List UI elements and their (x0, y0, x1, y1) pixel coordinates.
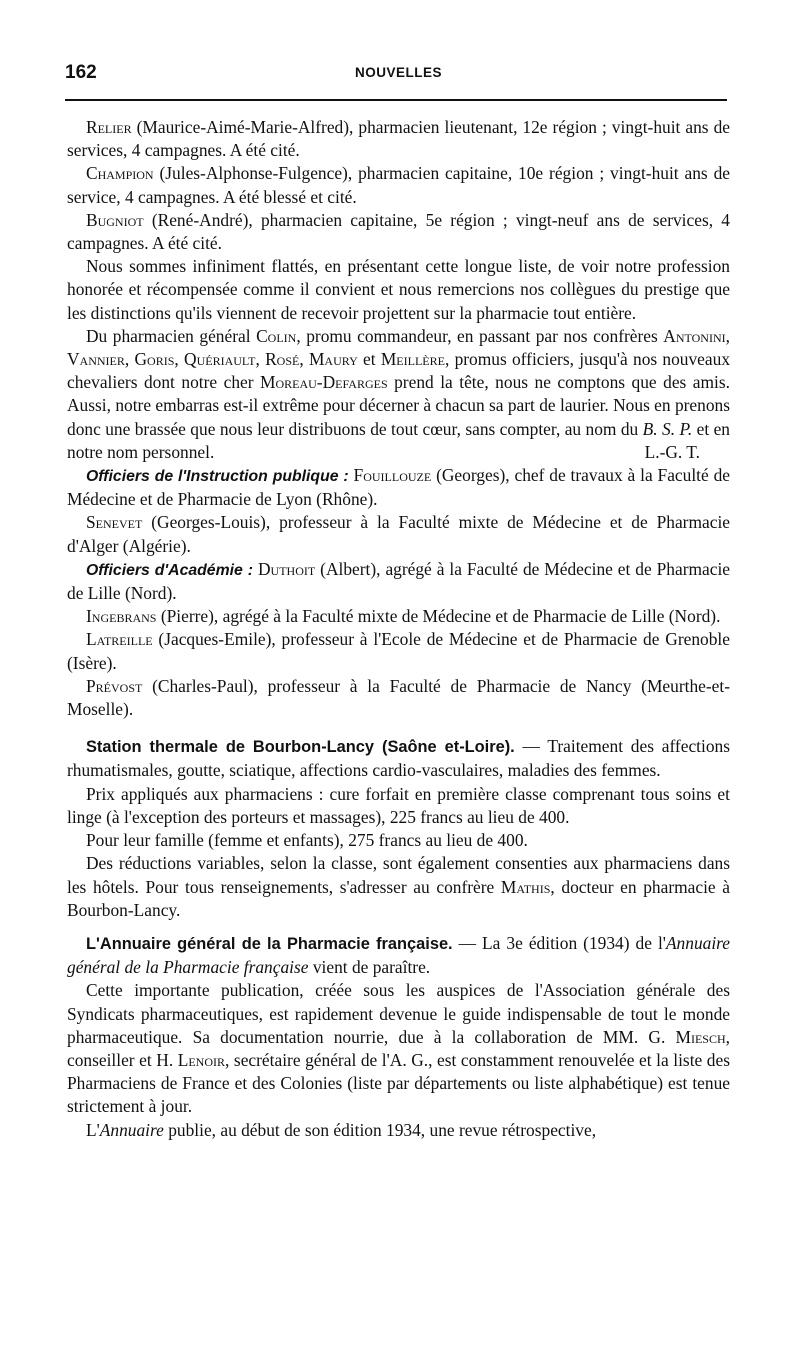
text-run: publie, au début de son édition 1934, une revue rétrospective, (163, 1119, 597, 1140)
person-name: Ingebrans (86, 606, 157, 627)
person-name: Relier (86, 117, 132, 137)
paragraph-text: (Albert), agrégé à la Faculté de Médecine et de Pharmacie de Lille (Nord). (67, 558, 731, 604)
paragraph-text: (Jacques-Emile), professeur à l'Ecole de Médecine et de Pharmacie de Grenoble (Isère). (67, 629, 730, 673)
person-name: Moreau-Defarges (260, 372, 388, 393)
paragraph-relier (67, 116, 730, 162)
signature: L.-G. T. (644, 441, 700, 462)
page-number: 162 (65, 62, 97, 83)
text-run: , promus officiers, jusqu'à nos nouveaux chevaliers dont notre cher (67, 349, 731, 393)
person-name: Prévost (86, 675, 143, 696)
person-name: Champion (86, 163, 154, 184)
article-body (67, 116, 730, 1142)
paragraph-famille: Pour leur famille (femme et enfants), 275 francs au lieu de 400. (86, 830, 528, 851)
paragraph-colin (67, 325, 730, 464)
section-heading: L'Annuaire général de la Pharmacie française. (86, 934, 453, 953)
text-run: L' (86, 1119, 100, 1140)
text-run: prend la tête, nous ne comptons que des amis. Aussi, notre embarras est-il extrême pour décerner à chacun sa part de laurier. Nous en prenons donc une brassée que nous leur distribuons de tout cœur, sans compter, au nom du (67, 372, 731, 439)
person-name: Duthoit (253, 558, 316, 579)
text-run: , docteur en pharmacie à Bourbon-Lancy. (67, 876, 731, 920)
person-name: Rosé (265, 349, 300, 370)
person-name: Maury (308, 349, 358, 370)
paragraph-text: — Traitement des affections rhumatismales, goutte, sciatique, affections cardio-vasculaires, maladies des femmes. (67, 736, 730, 781)
text-run: Cette importante publication, créée sous les auspices de l'Association générale des Syndicats pharmaceutiques, est rapidement devenue le guide indispensable de tout le monde pharmaceutique. Sa documentation nourrie, due à la collaboration de MM. G. (67, 980, 730, 1047)
paragraph-annuaire (67, 932, 730, 979)
paragraph-text: (Maurice-Aimé-Marie-Alfred), pharmacien lieutenant, 12e région ; vingt-huit ans de services, 4 campagnes. A été cité. (67, 117, 730, 161)
paragraph-champion (67, 162, 730, 208)
paragraph-station (67, 735, 730, 782)
text-run: , secrétaire général de l'A. G., est constamment renouvelée et la liste des Pharmaciens de France et des Colonies (liste par départements ou liste alphabétique) est tenue strictement à jour. (67, 1049, 730, 1117)
text-run: , conseiller et H. (67, 1026, 730, 1070)
header-rule (65, 99, 727, 101)
paragraph-importante (67, 979, 730, 1118)
publication-title: Annuaire (99, 1119, 164, 1140)
paragraph-publie (67, 1119, 730, 1142)
text-run: Des réductions variables, selon la classe, sont également consenties aux pharmaciens dans les hôtels. Pour tous renseignements, s'adresser au confrère (67, 853, 730, 897)
paragraph-text: (Charles-Paul), professeur à la Faculté de Pharmacie de Nancy (Meurthe-et-Moselle). (67, 675, 730, 720)
paragraph-text: (Jules-Alphonse-Fulgence), pharmacien capitaine, 10e région ; vingt-huit ans de service, 4 campagnes. A été blessé et cité. (67, 163, 730, 207)
paragraph-senevet (67, 511, 730, 557)
person-name: Lenoir (177, 1049, 226, 1070)
section-heading: Station thermale de Bourbon-Lancy (Saône et-Loire). (86, 738, 515, 757)
running-title: NOUVELLES (355, 65, 443, 80)
person-name: Meillère (380, 349, 445, 370)
person-name: Miesch (675, 1026, 726, 1047)
paragraph-bugniot (67, 209, 730, 255)
paragraph-text: (Georges), chef de travaux à la Faculté de Médecine et de Pharmacie de Lyon (Rhône). (67, 465, 730, 510)
paragraph-academie (67, 558, 730, 605)
paragraph-prix: Prix appliqués aux pharmaciens : cure forfait en première classe comprenant tous soins et linge (à l'exception des porteurs et massages), 225 francs au lieu de 400. (67, 783, 730, 827)
text-run: , (255, 349, 266, 370)
text-run: , (725, 325, 730, 346)
text-run: — La 3e édition (1934) de l' (452, 932, 666, 953)
paragraph-text: (René-André), pharmacien capitaine, 5e région ; vingt-neuf ans de services, 4 campagnes. A été cité. (67, 209, 730, 254)
paragraph-instruction (67, 464, 730, 511)
publication-title: Annuaire général de la Pharmacie française (67, 932, 731, 978)
person-name: Quériault (184, 349, 256, 370)
text-run: Du pharmacien général (86, 325, 257, 346)
page-header (65, 62, 727, 86)
text-run: , promu commandeur, en passant par nos confrères (296, 325, 664, 346)
person-name: Colin (256, 325, 297, 346)
text-run: , (299, 349, 309, 370)
text-run: , (124, 349, 135, 370)
section-heading: Officiers de l'Instruction publique : (86, 468, 349, 486)
person-name: Latreille (86, 629, 153, 650)
paragraph-text: (Pierre), agrégé à la Faculté mixte de Médecine et de Pharmacie de Lille (Nord). (156, 606, 721, 627)
paragraph-reductions (67, 852, 730, 922)
text-run: et (357, 349, 381, 370)
person-name: Senevet (86, 512, 143, 533)
paragraph-text: (Georges-Louis), professeur à la Faculté mixte de Médecine et de Pharmacie d'Alger (Algérie). (67, 512, 730, 556)
section-heading: Officiers d'Académie : (86, 561, 254, 579)
person-name: Bugniot (86, 209, 144, 230)
person-name: Goris (134, 349, 175, 370)
person-name: Mathis (500, 876, 551, 897)
journal-abbrev: B. S. P. (642, 418, 693, 439)
person-name: Fouillouze (348, 465, 432, 486)
person-name: Vannier (67, 349, 125, 370)
paragraph-prevost (67, 675, 730, 721)
person-name: Antonini (663, 325, 726, 346)
paragraph-flattes: Nous sommes infiniment flattés, en présentant cette longue liste, de voir notre profession honorée et récompensée comme il convient et nous remercions nos collègues du prestige que les distinctions qu'ils viennent de recevoir projettent sur la pharmacie tout entière. (67, 256, 730, 323)
text-run: vient de paraître. (308, 957, 431, 978)
text-run: et en notre nom personnel. (67, 418, 730, 462)
paragraph-ingebrans (67, 605, 730, 628)
text-run: , (174, 349, 185, 370)
paragraph-latreille (67, 628, 730, 674)
